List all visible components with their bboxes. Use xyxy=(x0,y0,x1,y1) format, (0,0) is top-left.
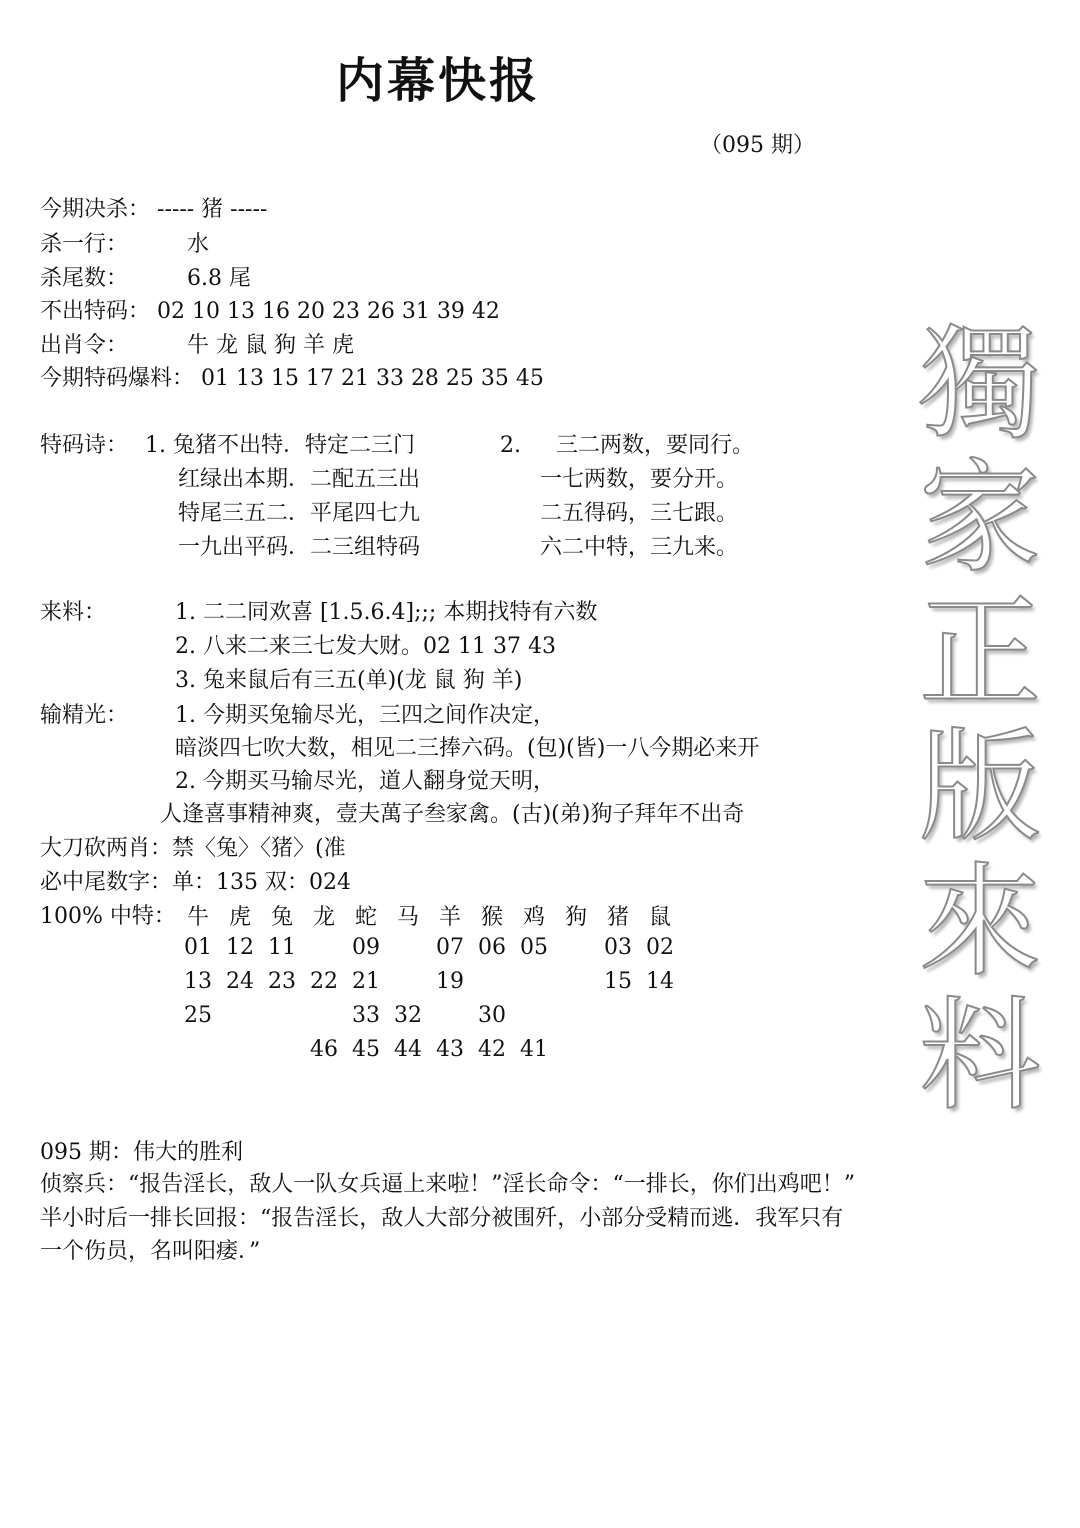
zodiac-number: 41 xyxy=(520,1037,548,1062)
zodiac-header: 鸡 xyxy=(522,905,545,930)
zodiac-number: 05 xyxy=(520,935,548,960)
zodiac-number: 46 xyxy=(310,1037,338,1062)
kill-tail-value: 6.8 尾 xyxy=(187,266,251,291)
zodiac-header: 虎 xyxy=(228,905,251,930)
zodiac-number: 21 xyxy=(352,969,380,994)
zodiac-header: 鼠 xyxy=(648,905,671,930)
zodiac-number: 43 xyxy=(436,1037,464,1062)
dadao-label: 大刀砍两肖： xyxy=(40,836,173,861)
burst-value: 01 13 15 17 21 33 28 25 35 45 xyxy=(201,366,544,391)
shujingguang-line-4: 人逢喜事精神爽，壹夫萬子叁家禽。(古)(弟)狗子拜年不出奇 xyxy=(160,802,745,827)
zodiac-number: 32 xyxy=(394,1003,422,1028)
zodiac-number: 14 xyxy=(646,969,674,994)
zodiac-number: 03 xyxy=(604,935,632,960)
no-special-label: 不出特码： xyxy=(40,299,151,324)
kill-element-label: 杀一行： xyxy=(40,232,129,257)
kill-line xyxy=(40,195,267,225)
zodiac-number: 42 xyxy=(478,1037,506,1062)
zodiac-number: 13 xyxy=(184,969,212,994)
joke-line-3: 一个伤员，名叫阳痿．” xyxy=(40,1239,261,1264)
shujingguang-line-1: 1. 今期买兔输尽光，三四之间作决定， xyxy=(175,703,555,728)
poem-left-2: 红绿出本期．二配五三出 xyxy=(178,467,421,492)
zodiac-number: 01 xyxy=(184,935,212,960)
zodiac-number: 30 xyxy=(478,1003,506,1028)
poem-right-2: 一七两数，要分开。 xyxy=(540,467,739,492)
poem-right-4: 六二中特，三九来。 xyxy=(540,535,739,560)
zodiac-header: 猪 xyxy=(606,905,629,930)
burst-label: 今期特码爆料： xyxy=(40,366,195,391)
kill-label: 今期决杀： xyxy=(40,197,151,222)
joke-line-1: 侦察兵：“报告淫长，敌人一队女兵逼上来啦！”淫长命令：“一排长，你们出鸡吧！” xyxy=(40,1172,855,1197)
zodiac-header: 牛 xyxy=(186,905,209,930)
laiiliao-item-2: 2. 八来二来三七发大财。02 11 37 43 xyxy=(175,634,556,659)
shujingguang-line-3: 2. 今期买马输尽光，道人翻身觉天明， xyxy=(175,769,555,794)
zodiac-number: 12 xyxy=(226,935,254,960)
zodiac-header: 猴 xyxy=(480,905,503,930)
zodiac-number: 23 xyxy=(268,969,296,994)
zodiac-table-label: 100% 中特： xyxy=(40,904,176,929)
kill-tail-label: 杀尾数： xyxy=(40,266,129,291)
poem-left-4: 一九出平码．二三组特码 xyxy=(178,535,421,560)
zodiac-number: 19 xyxy=(436,969,464,994)
tail-label: 必中尾数字： xyxy=(40,870,173,895)
poem-right-1: 三二两数，要同行。 xyxy=(556,433,755,458)
zodiac-header: 狗 xyxy=(564,905,587,930)
zodiac-header: 兔 xyxy=(270,905,293,930)
side-char-4: 版 xyxy=(919,716,1041,859)
zodiac-number: 06 xyxy=(478,935,506,960)
kill-element-line xyxy=(40,230,210,260)
shujingguang-line-2: 暗淡四七吹大数，相见二三捧六码。(包)(皆)一八今期必来开 xyxy=(175,736,760,761)
laiiliao-item-3: 3. 兔来鼠后有三五(单)(龙 鼠 狗 羊) xyxy=(175,668,523,693)
dadao-line xyxy=(40,834,346,864)
zodiac-number: 44 xyxy=(394,1037,422,1062)
poem-label: 特码诗： xyxy=(40,433,129,458)
kill-value: ----- 猪 ----- xyxy=(157,197,268,222)
zodiac-number: 22 xyxy=(310,969,338,994)
tail-line xyxy=(40,868,351,898)
zodiac-header: 龙 xyxy=(312,905,335,930)
zodiac-number: 24 xyxy=(226,969,254,994)
zodiac-value: 牛 龙 鼠 狗 羊 虎 xyxy=(187,333,354,358)
side-banner xyxy=(905,313,1055,1127)
side-char-1: 獨 xyxy=(919,313,1041,455)
side-char-3: 正 xyxy=(919,581,1041,724)
zodiac-label: 出肖令： xyxy=(40,333,129,358)
no-special-value: 02 10 13 16 20 23 26 31 39 42 xyxy=(157,299,500,324)
page-title: 内幕快报 xyxy=(336,53,541,109)
no-special-line xyxy=(40,297,500,327)
side-char-5: 來 xyxy=(919,850,1041,993)
zodiac-number: 09 xyxy=(352,935,380,960)
poem-right-3: 二五得码，三七跟。 xyxy=(540,501,739,526)
side-char-2: 家 xyxy=(919,447,1041,590)
dadao-value: 禁〈兔〉〈猪〉(准 xyxy=(172,836,346,861)
zodiac-number: 33 xyxy=(352,1003,380,1028)
issue-number: （095 期） xyxy=(700,133,815,158)
poem-right-num: 2. xyxy=(500,433,521,458)
zodiac-number: 45 xyxy=(352,1037,380,1062)
joke-title: 095 期：伟大的胜利 xyxy=(40,1140,243,1165)
tail-value: 单：135 双：024 xyxy=(172,870,351,895)
joke-line-2: 半小时后一排长回报：“报告淫长，敌人大部分被围歼，小部分受精而逃．我军只有 xyxy=(40,1206,844,1231)
zodiac-number: 15 xyxy=(604,969,632,994)
laiiliao-label: 来料： xyxy=(40,600,107,625)
kill-tail-line xyxy=(40,264,251,294)
burst-line xyxy=(40,364,544,394)
zodiac-number: 11 xyxy=(268,935,296,960)
zodiac-number: 02 xyxy=(646,935,674,960)
zodiac-number: 25 xyxy=(184,1003,212,1028)
laiiliao-item-1: 1. 二二同欢喜 [1.5.6.4];;; 本期找特有六数 xyxy=(175,600,598,625)
zodiac-number: 07 xyxy=(436,935,464,960)
shujingguang-label: 输精光： xyxy=(40,703,129,728)
zodiac-line xyxy=(40,331,354,361)
poem-left-3: 特尾三五二．平尾四七九 xyxy=(178,501,421,526)
zodiac-header: 羊 xyxy=(438,905,461,930)
kill-element-value: 水 xyxy=(187,232,210,257)
zodiac-header: 蛇 xyxy=(354,905,377,930)
poem-left-1: 1. 兔猪不出特．特定二三门 xyxy=(145,433,415,458)
zodiac-header: 马 xyxy=(396,905,419,930)
side-char-6: 料 xyxy=(919,984,1041,1127)
